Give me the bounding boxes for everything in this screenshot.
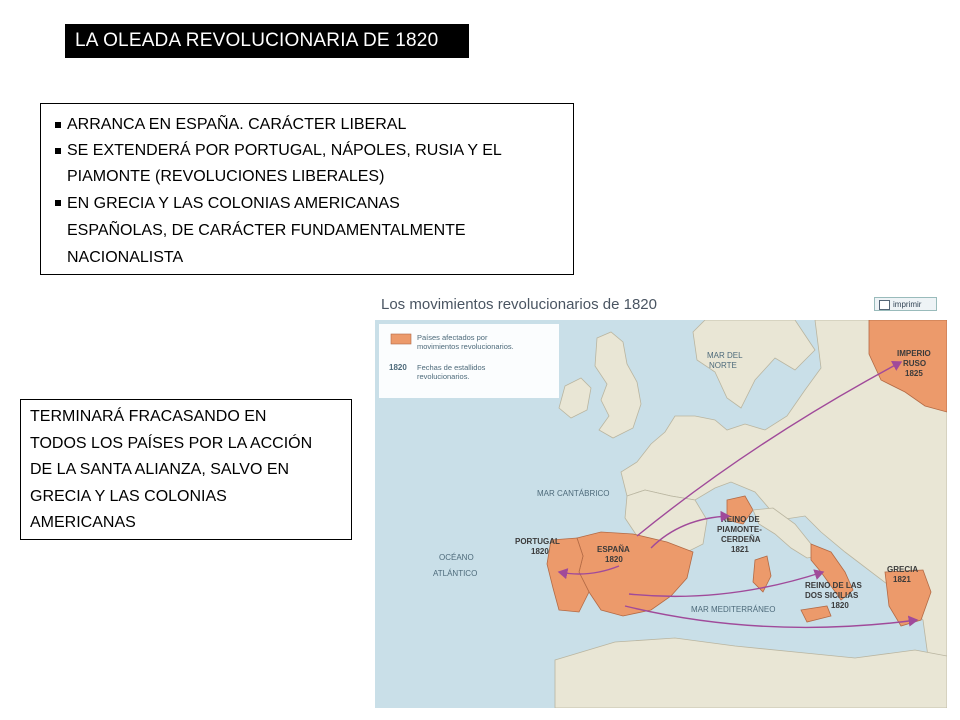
svg-text:1820: 1820 — [531, 547, 549, 556]
slide-title: LA OLEADA REVOLUCIONARIA DE 1820 — [65, 24, 469, 58]
svg-text:RUSO: RUSO — [903, 359, 927, 368]
point-text: EN GRECIA Y LAS COLONIAS AMERICANAS ESPAÑOLAS, DE CARÁCTER FUNDAMENTALMENTE NACIONALISTA — [67, 195, 466, 266]
svg-text:movimientos revolucionarios.: movimientos revolucionarios. — [417, 342, 514, 351]
bullet-square-icon — [55, 148, 61, 154]
svg-text:DOS SICILIAS: DOS SICILIAS — [805, 591, 859, 600]
svg-text:revolucionarios.: revolucionarios. — [417, 372, 470, 381]
svg-text:1820: 1820 — [831, 601, 849, 610]
svg-text:CERDEÑA: CERDEÑA — [721, 535, 761, 544]
label-mar-del-norte: MAR DEL — [707, 351, 743, 360]
bullet-square-icon — [55, 122, 61, 128]
point-origin — [53, 112, 565, 138]
label-oceano: OCÉANO — [439, 553, 474, 562]
legend-affected-text: Países afectados por — [417, 333, 488, 342]
svg-text:1821: 1821 — [893, 575, 911, 584]
outcome-note-box: TERMINARÁ FRACASANDO EN TODOS LOS PAÍSES POR LA ACCIÓN DE LA SANTA ALIANZA, SALVO EN GRECIA Y LAS COLONIAS AMERICANAS — [20, 399, 352, 540]
svg-text:ATLÁNTICO: ATLÁNTICO — [433, 569, 478, 578]
label-mar-cantabrico: MAR CANTÁBRICO — [537, 489, 610, 498]
label-portugal: PORTUGAL — [515, 537, 560, 546]
label-espana: ESPAÑA — [597, 545, 630, 554]
legend-date-key: 1820 — [389, 363, 407, 372]
svg-text:1821: 1821 — [731, 545, 749, 554]
point-text: SE EXTENDERÁ POR PORTUGAL, NÁPOLES, RUSIA Y EL PIAMONTE (REVOLUCIONES LIBERALES) — [67, 142, 502, 185]
svg-text:1825: 1825 — [905, 369, 923, 378]
europe-map — [375, 320, 947, 708]
label-piamonte: REINO DE — [721, 515, 760, 524]
point-text: ARRANCA EN ESPAÑA. CARÁCTER LIBERAL — [67, 116, 407, 133]
key-points-list — [41, 104, 573, 271]
svg-text:PIAMONTE-: PIAMONTE- — [717, 525, 762, 534]
point-nationalist — [53, 190, 565, 271]
legend-dates-text: Fechas de estallidos — [417, 363, 486, 372]
point-spread — [53, 138, 565, 190]
printer-icon — [879, 300, 890, 310]
key-points-box — [40, 103, 574, 275]
legend-affected-swatch — [391, 334, 411, 344]
label-grecia: GRECIA — [887, 565, 919, 574]
bullet-square-icon — [55, 200, 61, 206]
map-title: Los movimientos revolucionarios de 1820 — [381, 296, 657, 313]
label-mediterraneo: MAR MEDITERRÁNEO — [691, 605, 776, 614]
svg-text:1820: 1820 — [605, 555, 623, 564]
svg-text:NORTE: NORTE — [709, 361, 737, 370]
revolutions-map-figure — [369, 286, 947, 710]
label-sicilias: REINO DE LAS — [805, 581, 862, 590]
print-button[interactable]: imprimir — [874, 297, 937, 311]
label-rusia: IMPERIO — [897, 349, 931, 358]
